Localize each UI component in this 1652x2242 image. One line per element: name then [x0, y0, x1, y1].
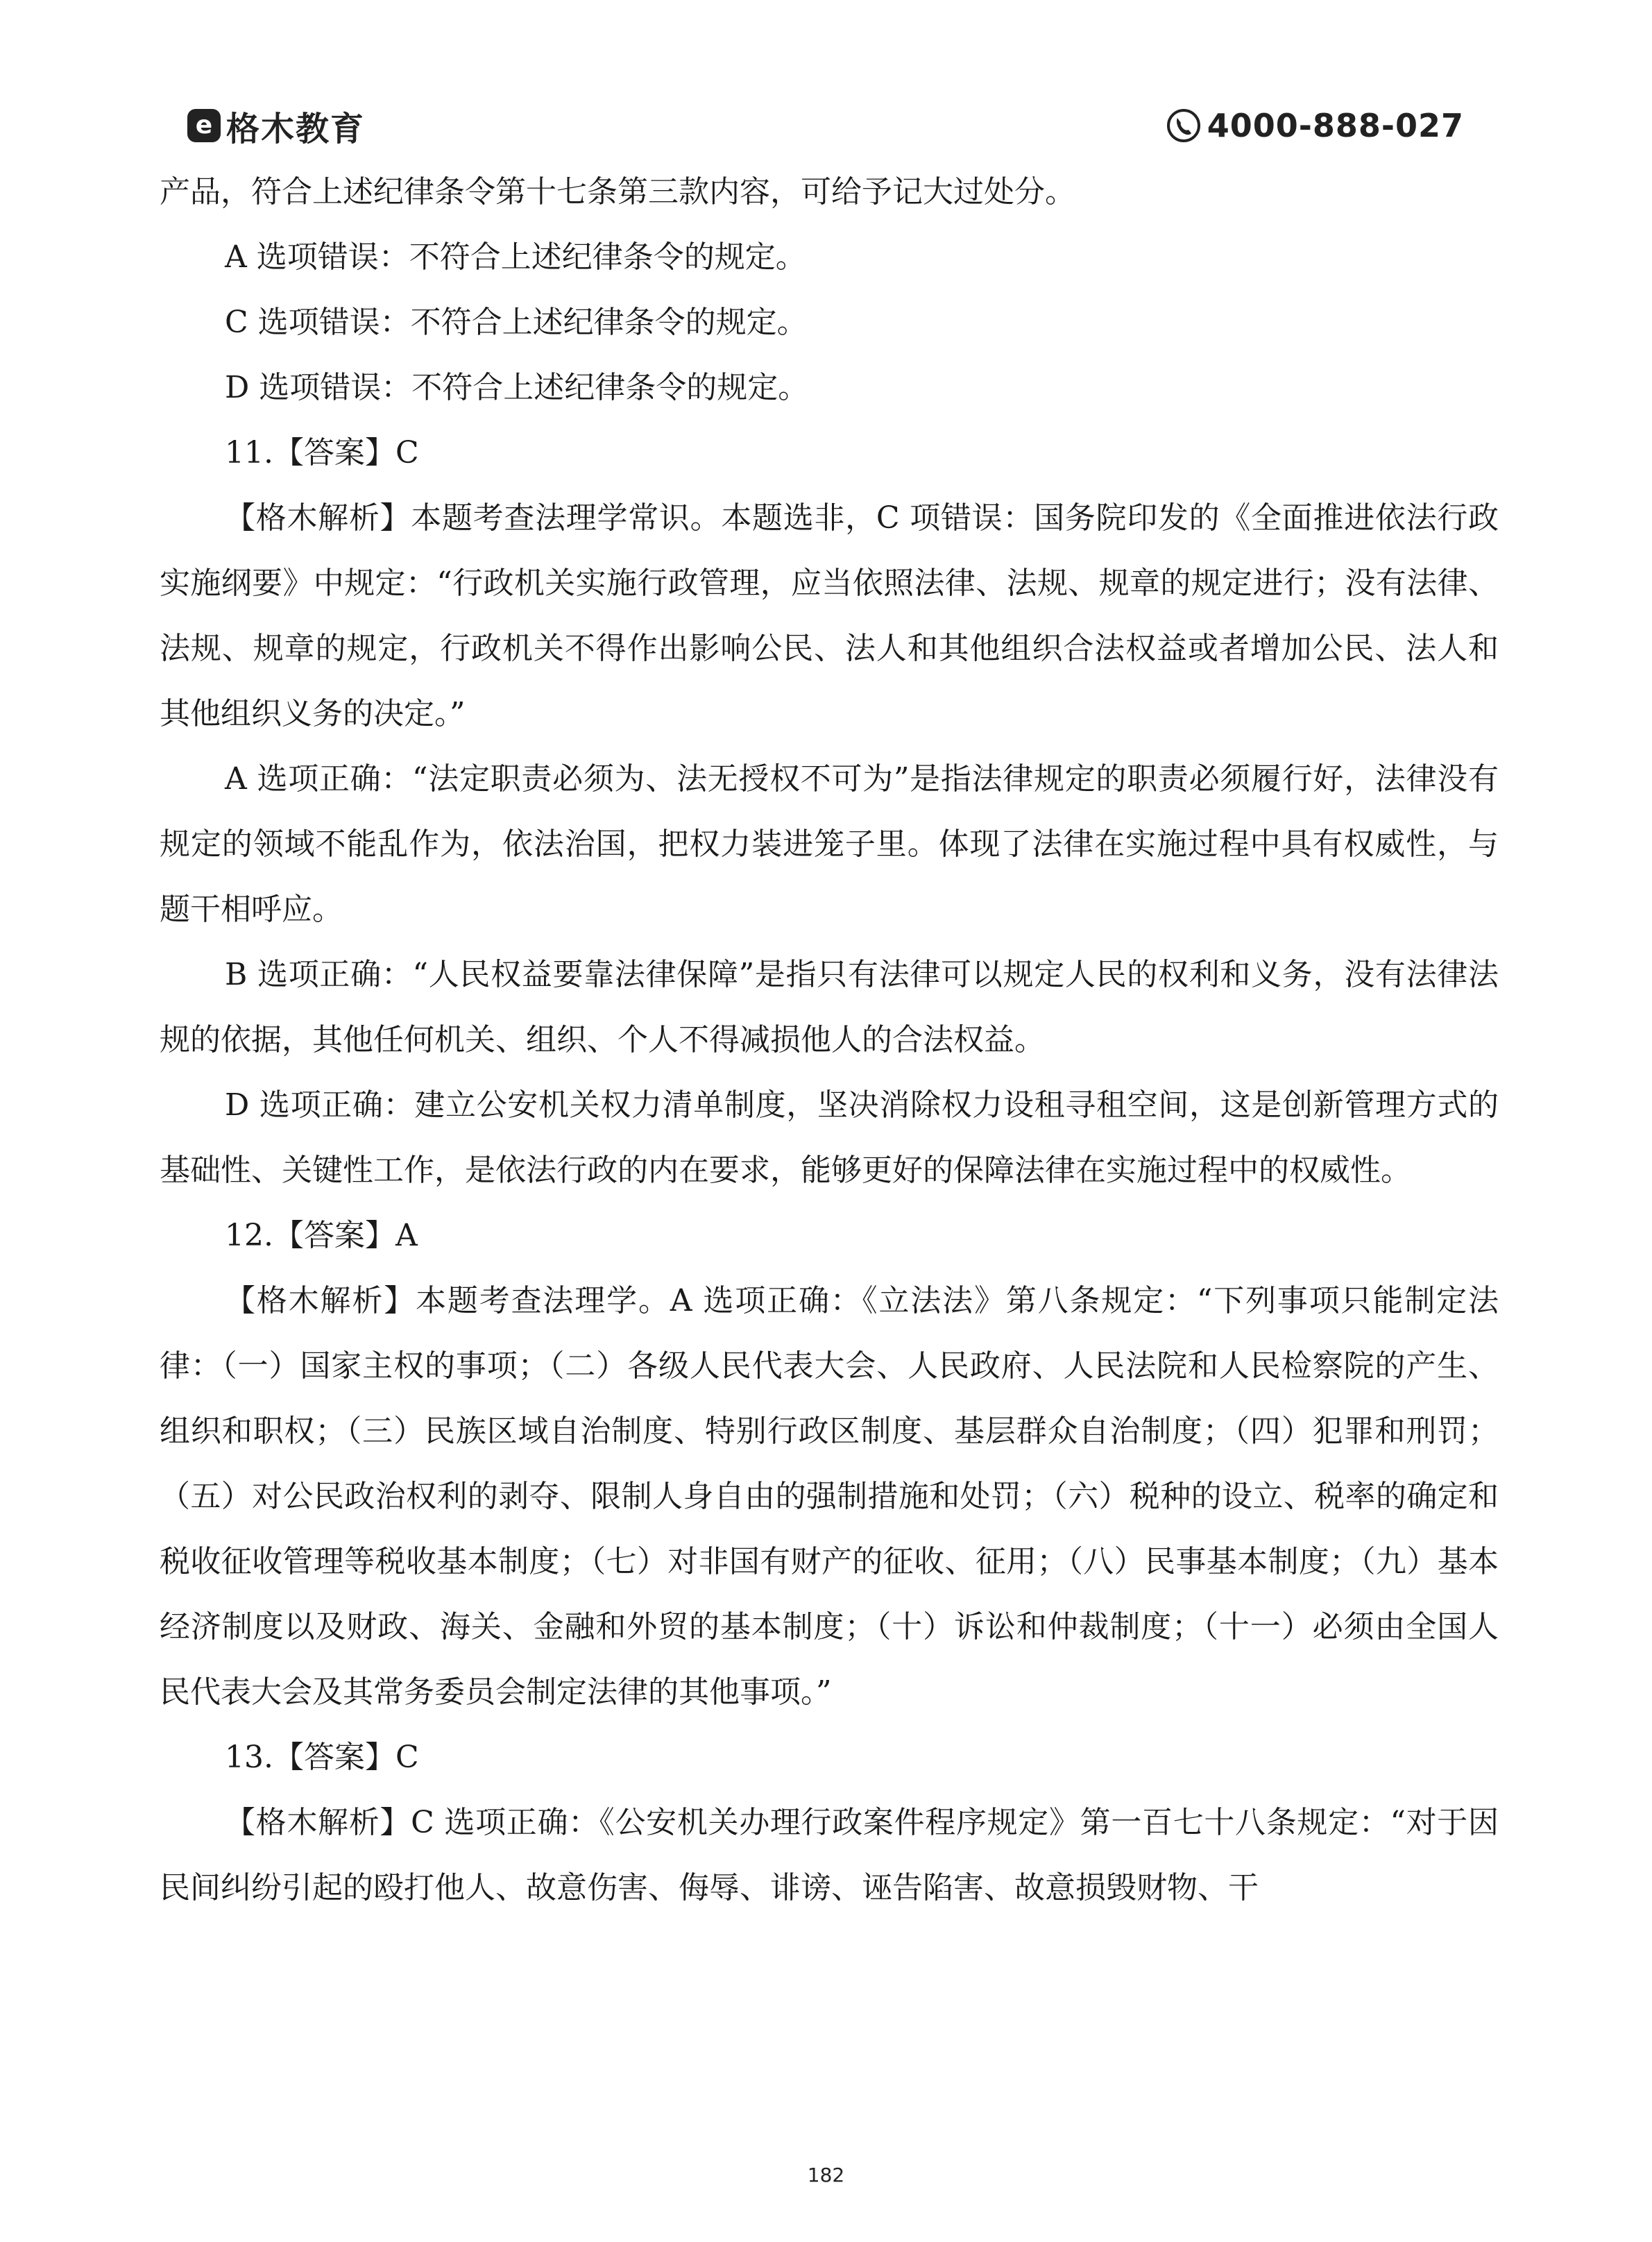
- paragraph: D 选项错误：不符合上述纪律条令的规定。: [225, 370, 809, 405]
- page-content: [160, 160, 1499, 1921]
- page-number: 182: [807, 2164, 845, 2186]
- brand-logo: [187, 101, 365, 150]
- analysis-paragraph: 【格木解析】本题考查法理学常识。本题选非，C 项错误：国务院印发的《全面推进依法行政实施纲要》中规定：“行政机关实施行政管理，应当依照法律、法规、规章的规定进行；没有法律、法规、规章的规定，行政机关不得作出影响公民、法人和其他组织合法权益或者增加公民、法人和其他组织义务的决定。”: [160, 500, 1499, 731]
- analysis-paragraph: 【格木解析】C 选项正确：《公安机关办理行政案件程序规定》第一百七十八条规定：“对于因民间纠纷引起的殴打他人、故意伤害、侮辱、诽谤、诬告陷害、故意损毁财物、干: [160, 1805, 1499, 1905]
- paragraph: D 选项正确：建立公安机关权力清单制度，坚决消除权力设租寻租空间，这是创新管理方式的基础性、关键性工作，是依法行政的内在要求，能够更好的保障法律在实施过程中的权威性。: [160, 1087, 1499, 1188]
- paragraph: C 选项错误：不符合上述纪律条令的规定。: [225, 305, 808, 340]
- analysis-paragraph: 【格木解析】本题考查法理学。A 选项正确：《立法法》第八条规定：“下列事项只能制定法律：（一）国家主权的事项；（二）各级人民代表大会、人民政府、人民法院和人民检察院的产生、组织和职权；（三）民族区域自治制度、特别行政区制度、基层群众自治制度；（四）犯罪和刑罚；（五）对公民政治权利的剥夺、限制人身自由的强制措施和处罚；（六）税种的设立、税率的确定和税收征收管理等税收基本制度；（七）对非国有财产的征收、征用；（八）民事基本制度；（九）基本经济制度以及财政、海关、金融和外贸的基本制度；（十）诉讼和仲裁制度；（十一）必须由全国人民代表大会及其常务委员会制定法律的其他事项。”: [160, 1283, 1499, 1710]
- paragraph: B 选项正确：“人民权益要靠法律保障”是指只有法律可以规定人民的权利和义务，没有法律法规的依据，其他任何机关、组织、个人不得减损他人的合法权益。: [160, 957, 1499, 1058]
- phone-icon: [1166, 108, 1202, 144]
- hotline: [1166, 101, 1464, 150]
- paragraph: A 选项正确：“法定职责必须为、法无授权不可为”是指法律规定的职责必须履行好，法律没有规定的领域不能乱作为，依法治国，把权力装进笼子里。体现了法律在实施过程中具有权威性，与题干相呼应。: [160, 761, 1499, 927]
- answer-heading: 13.【答案】C: [225, 1740, 419, 1775]
- page-header: [187, 101, 1464, 150]
- phone-number: 4000-888-027: [1207, 107, 1464, 144]
- paragraph: 产品，符合上述纪律条令第十七条第三款内容，可给予记大过处分。: [160, 174, 1075, 210]
- brand-name: 格木教育: [226, 109, 366, 148]
- logo-icon: e: [187, 109, 221, 142]
- answer-heading: 12.【答案】A: [225, 1218, 418, 1253]
- paragraph: A 选项错误：不符合上述纪律条令的规定。: [225, 239, 806, 275]
- answer-heading: 11.【答案】C: [225, 435, 419, 470]
